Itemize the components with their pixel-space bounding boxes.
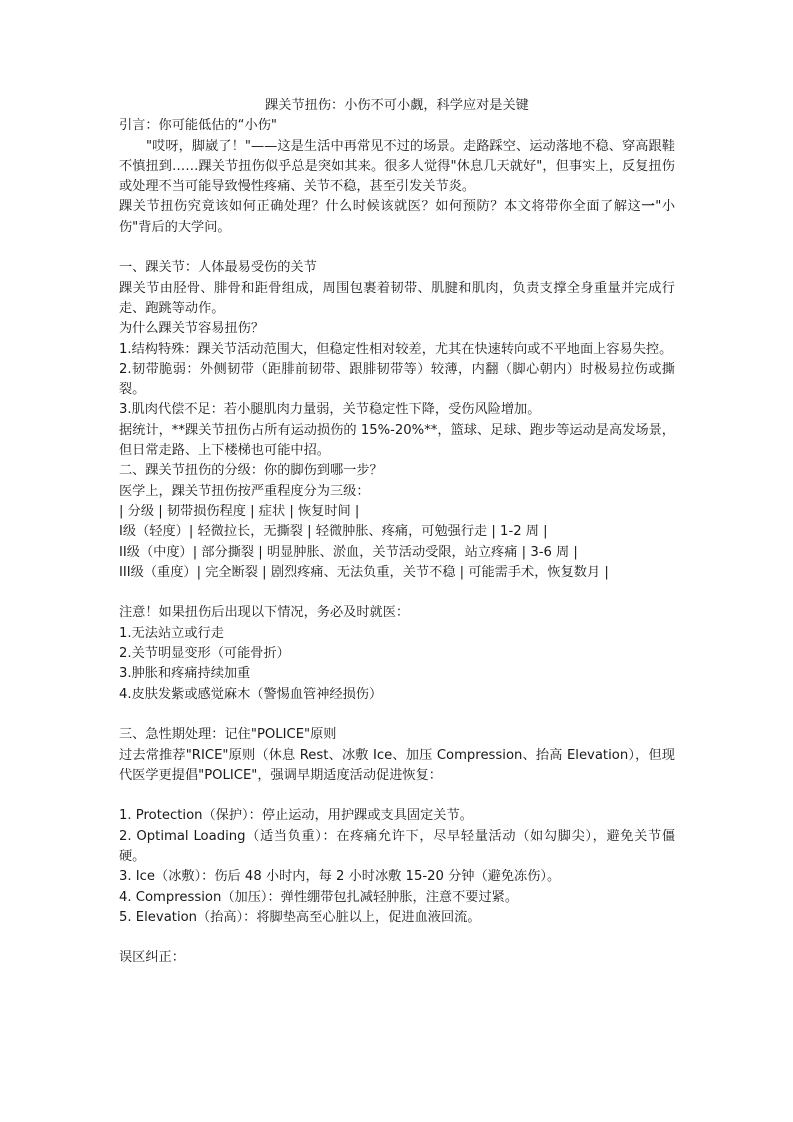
- blank-line: [119, 786, 675, 806]
- intro-paragraph-2: [119, 197, 675, 238]
- police-step: 4. Compression（加压）：弹性绷带包扎减轻肿胀，注意不要过紧。: [119, 889, 519, 905]
- document-title: 踝关节扭伤：小伤不可小觑，科学应对是关键: [265, 98, 529, 113]
- reason-item: 1.结构特殊：踝关节活动范围大，但稳定性相对较差，尤其在快速转向或不平地面上容易失控。: [119, 341, 673, 357]
- police-step: 1. Protection（保护）：停止运动，用护踝或支具固定关节。: [119, 808, 473, 824]
- warning-item: 3.肿胀和疼痛持续加重: [119, 666, 251, 682]
- blank-line: [119, 705, 675, 725]
- grade-table-row: | 分级 | 韧带损伤程度 | 症状 | 恢复时间 |: [119, 503, 360, 519]
- warning-heading: 注意！如果扭伤后出现以下情况，务必及时就医：: [119, 605, 410, 621]
- section1-stats: 据统计，**踝关节扭伤占所有运动损伤的 15%-20%**，篮球、足球、跑步等运动是高发场景，但日常走路、上下楼梯也可能中招。: [119, 422, 675, 459]
- blank-line: [119, 238, 675, 258]
- reason-item: 2.韧带脆弱：外侧韧带（距腓前韧带、跟腓韧带等）较薄，内翻（脚心朝内）时极易拉伤或撕裂。: [119, 361, 675, 398]
- intro-heading: 引言：你可能低估的“小伤": [119, 118, 277, 134]
- reason-item: 3.肌肉代偿不足：若小腿肌肉力量弱，关节稳定性下降，受伤风险增加。: [119, 402, 541, 418]
- warning-item: 1.无法站立或行走: [119, 625, 224, 641]
- grade-table-row: III级（重度）| 完全断裂 | 剧烈疼痛、无法负重，关节不稳 | 可能需手术，恢复数月 |: [119, 564, 609, 580]
- section3-heading: 三、急性期处理：记住"POLICE"原则: [119, 727, 337, 743]
- section2-heading: 二、踝关节扭伤的分级：你的脚伤到哪一步？: [119, 463, 383, 479]
- myths-heading: 误区纠正：: [119, 950, 185, 966]
- document-page: [119, 96, 675, 969]
- section1-heading: 一、踝关节：人体最易受伤的关节: [119, 260, 317, 276]
- grade-table-row: I级（轻度）| 轻微拉长，无撕裂 | 轻微肿胀、疼痛，可勉强行走 | 1-2 周 |: [119, 524, 548, 540]
- intro-paragraph-2-text: 踝关节扭伤究竟该如何正确处理？什么时候该就医？如何预防？本文将带你全面了解这: [119, 199, 642, 215]
- intro-paragraph: "哎呀，脚崴了！"——这是生活中再常见不过的场景。走路踩空、运动落地不稳、穿高跟鞋不慎扭到……踝关节扭伤似乎总是突如其来。很多人觉得"休息几天就好"，但事实上，反复扭伤或处理不当可能导致慢性疼痛、关节不稳，甚至引发关节炎。: [119, 138, 675, 195]
- intro-dash: 一: [641, 199, 656, 215]
- warning-item: 4.皮肤发紫或感觉麻木（警惕血管神经损伤）: [119, 686, 383, 702]
- intro-paragraph-2-tail: "小伤"背后的大学问。: [119, 199, 676, 235]
- warning-item: 2.关节明显变形（可能骨折）: [119, 646, 290, 662]
- police-step: 3. Ice（冰敷）：伤后 48 小时内，每 2 小时冰敷 15-20 分钟（避免冻伤）。: [119, 869, 561, 885]
- section1-question: 为什么踝关节容易扭伤？: [119, 321, 265, 337]
- blank-line: [119, 583, 675, 603]
- blank-line: [119, 928, 675, 948]
- section3-paragraph: 过去常推荐"RICE"原则（休息 Rest、冰敷 Ice、加压 Compression、抬高 Elevation），但现代医学更提倡"POLICE"，强调早期适度活动促进恢复：: [119, 747, 675, 783]
- police-step: 2. Optimal Loading（适当负重）：在疼痛允许下，尽早轻量活动（如勾脚尖），避免关节僵硬。: [119, 828, 675, 864]
- section1-paragraph: 踝关节由胫骨、腓骨和距骨组成，周围包裹着韧带、肌腱和肌肉，负责支撑全身重量并完成行走、跑跳等动作。: [119, 280, 675, 316]
- section2-intro: 医学上，踝关节扭伤按严重程度分为三级：: [119, 483, 370, 499]
- grade-table-row: II级（中度）| 部分撕裂 | 明显肿胀、淤血，关节活动受限，站立疼痛 | 3-6 周 |: [119, 544, 578, 560]
- police-step: 5. Elevation（抬高）：将脚垫高至心脏以上，促进血液回流。: [119, 909, 481, 925]
